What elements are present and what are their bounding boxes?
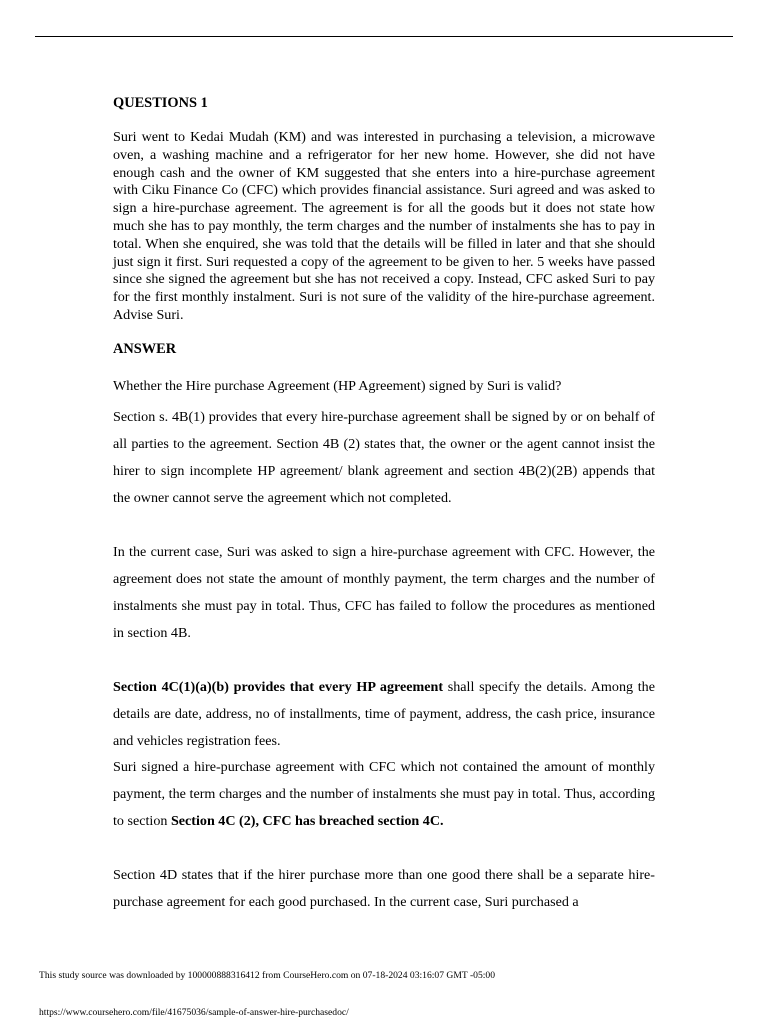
- section-4c-breach-text: Section 4C (2), CFC has breached section 4C.: [170, 812, 444, 829]
- issue-statement: Whether the Hire purchase Agreement (HP Agreement) signed by Suri is valid?: [113, 377, 562, 394]
- page-top-rule: [35, 36, 733, 37]
- source-url[interactable]: https://www.coursehero.com/file/41675036/sample-of-answer-hire-purchasedoc/: [39, 1007, 349, 1018]
- section-4d-paragraph: Section 4D states that if the hirer purchase more than one good there shall be a separate hire-purchase agreement for each good purchased. In the current case, Suri purchased a: [113, 866, 655, 910]
- question-text: Suri went to Kedai Mudah (KM) and was interested in purchasing a television, a microwave oven, a washing machine and a refrigerator for her new home. However, she did not have enough cash and the owner of KM suggested that she enters into a hire-purchase agreement with Ciku Finance Co (CFC) which provides financial assistance. Suri agreed and was asked to sign a hire-purchase agreement. The agreement is for all the goods but it does not state how much she has to pay monthly, the term charges and the number of instalments she has to pay in total. When she enquired, she was told that the details will be filled in later and that she should just sign it first. Suri requested a copy of the agreement to be given to her. 5 weeks have passed since she signed the agreement but she has not received a copy. Instead, CFC asked Suri to pay for the first monthly instalment. Suri is not sure of the validity of the hire-purchase agreement. Advise Suri.: [113, 129, 655, 323]
- section-4c-application-text: Suri signed a hire-purchase agreement with CFC which not contained the amount of monthly payment, the term charges and the number of instalments she must pay in total. Thus, according to section: [113, 758, 655, 829]
- answer-heading: ANSWER: [113, 340, 177, 357]
- section-4b-paragraph: Section s. 4B(1) provides that every hire-purchase agreement shall be signed by or on behalf of all parties to the agreement. Section 4B (2) states that, the owner or the agent cannot insist the hirer to sign incomplete HP agreement/ blank agreement and section 4B(2)(2B) appends that the owner cannot serve the agreement which not completed.: [113, 408, 655, 506]
- document-body: [113, 92, 655, 916]
- question-heading: QUESTIONS 1: [113, 95, 208, 111]
- section-4c-paragraph: [113, 674, 655, 755]
- current-case-paragraph: In the current case, Suri was asked to sign a hire-purchase agreement with CFC. However, the agreement does not state the amount of monthly payment, the term charges and the number of instalments she must pay in total. Thus, CFC has failed to follow the procedures as mentioned in section 4B.: [113, 543, 655, 641]
- download-source-note: This study source was downloaded by 100000888316412 from CourseHero.com on 07-18-2024 03:16:07 GMT -05:00: [39, 970, 496, 981]
- section-4c-application-paragraph: [113, 754, 655, 835]
- section-4c-bold-text: Section 4C(1)(a)(b) provides that every HP agreement: [113, 678, 444, 695]
- section-4c-text: shall specify the details. Among the details are date, address, no of installments, time of payment, address, the cash price, insurance and vehicles registration fees.: [113, 678, 655, 749]
